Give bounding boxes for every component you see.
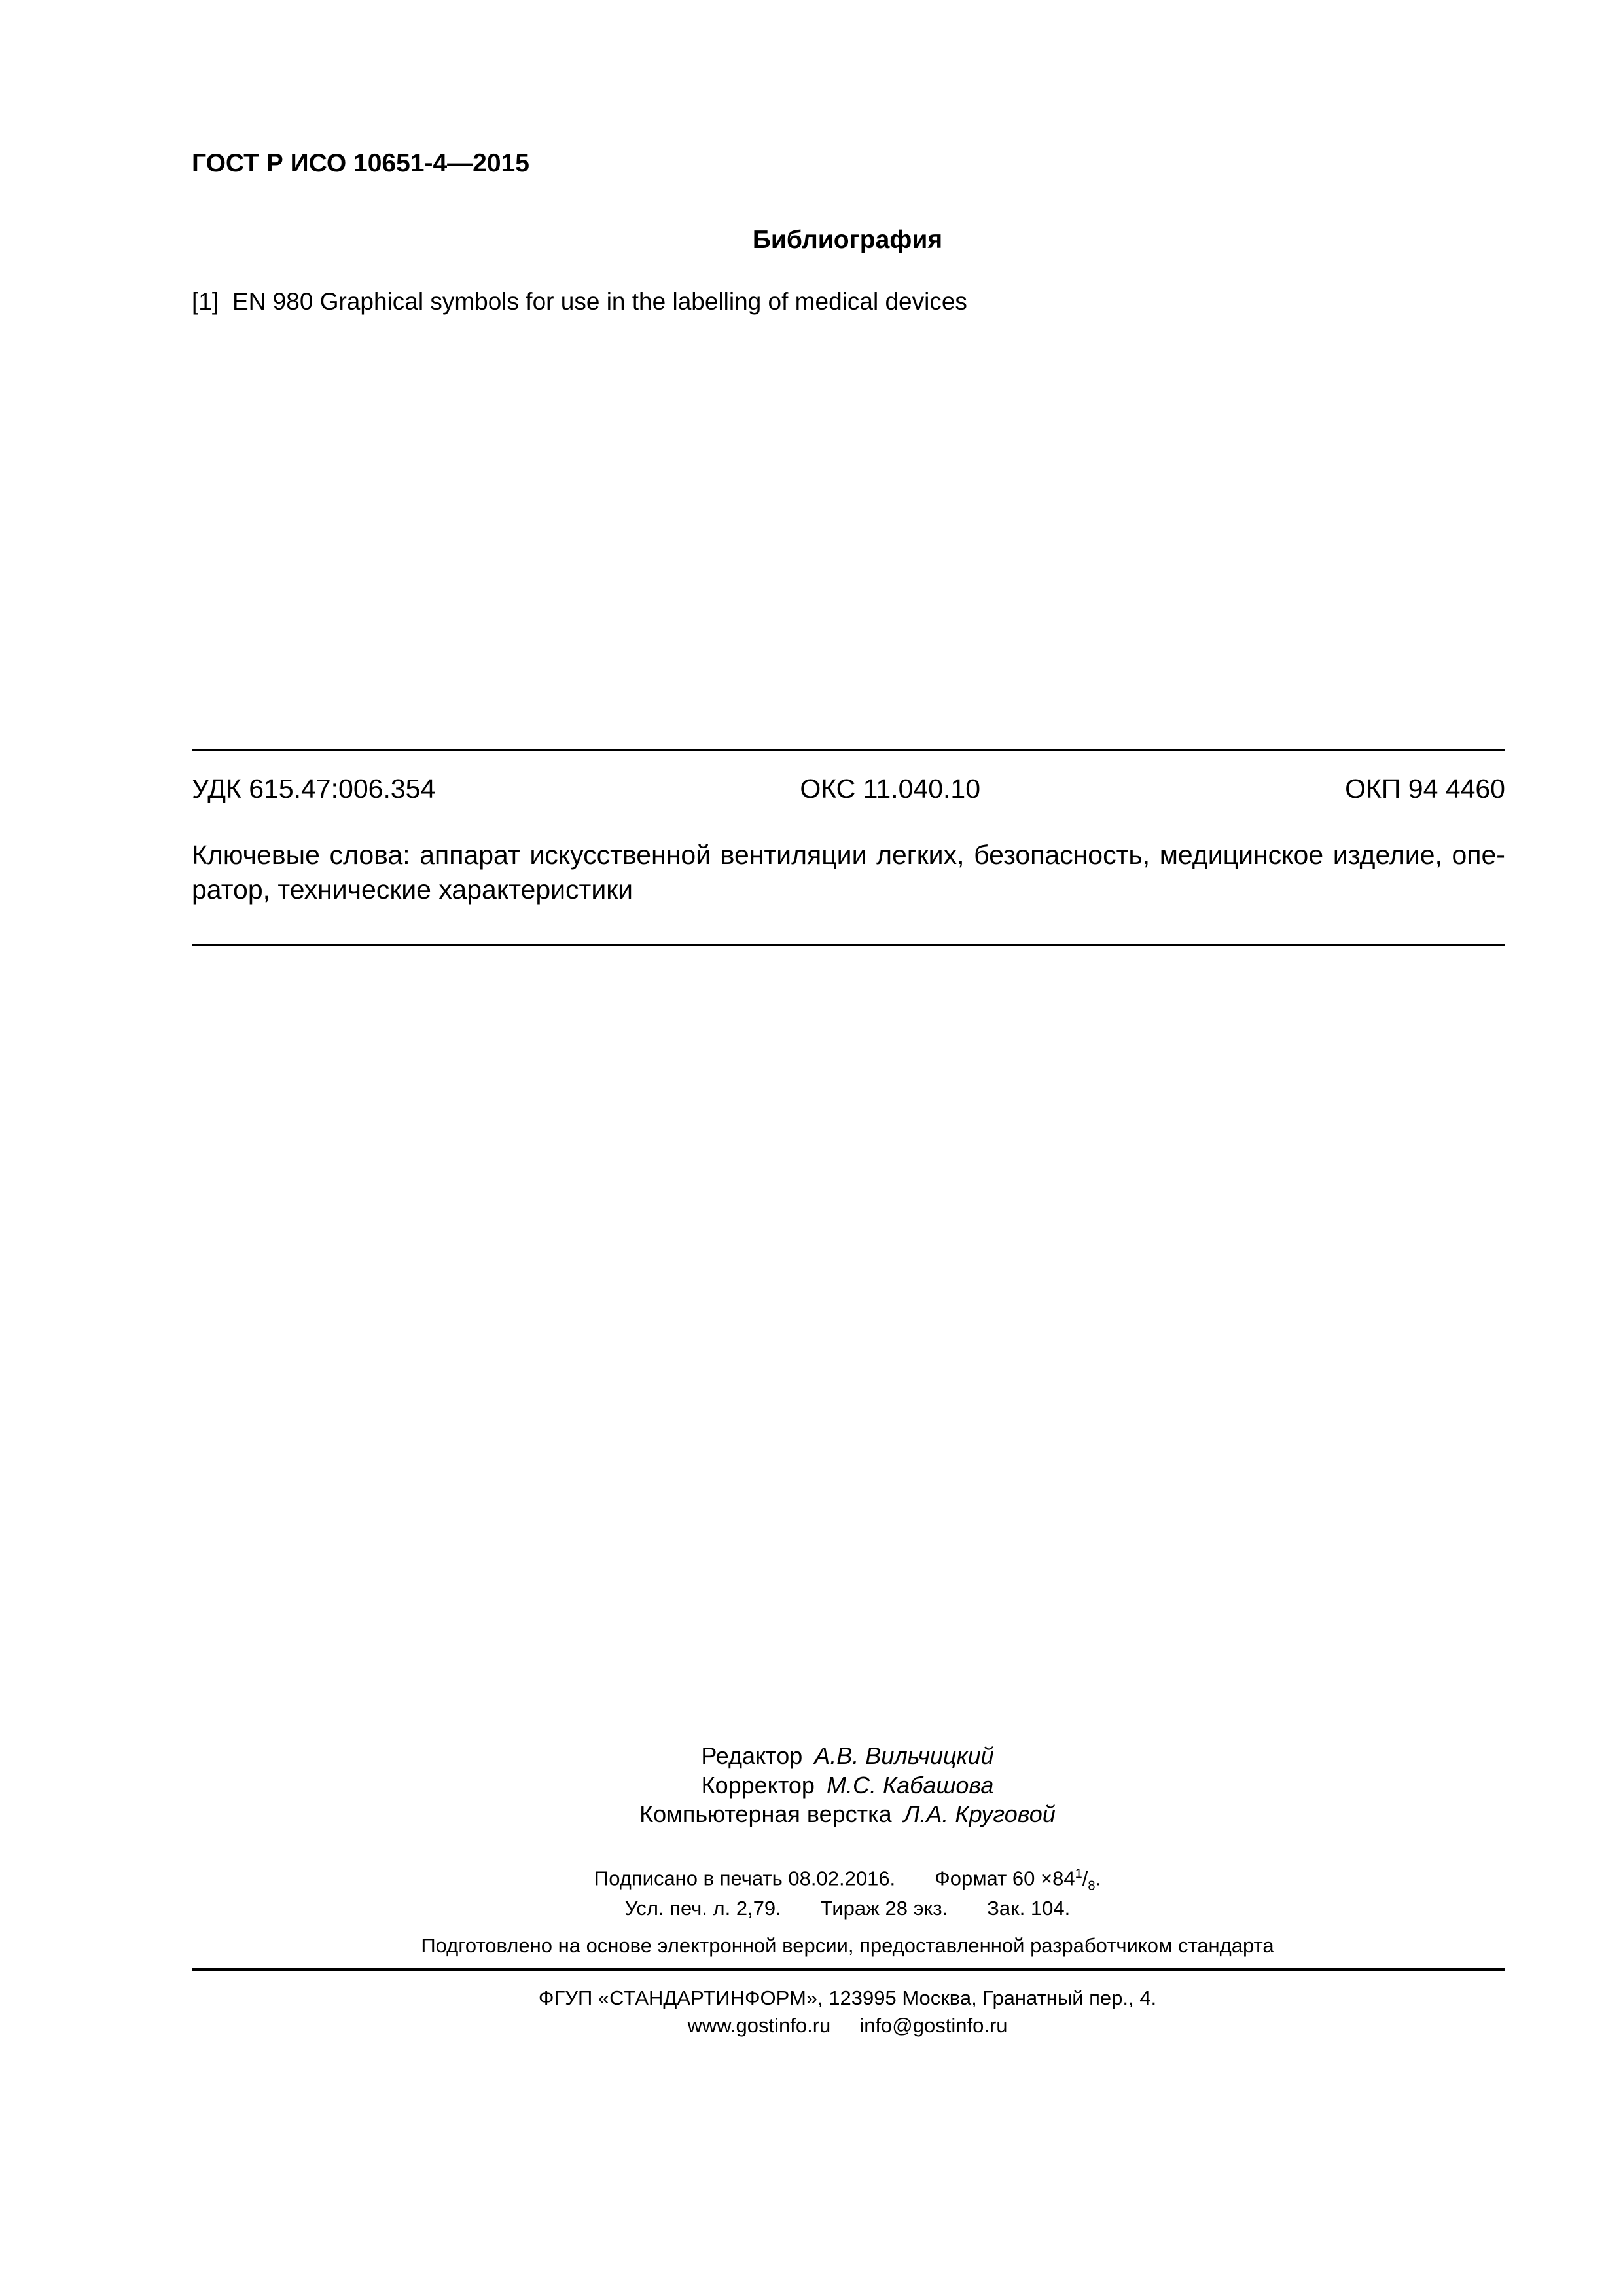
print-sheets: Усл. печ. л. 2,79. [624,1897,781,1920]
publisher-email[interactable]: info@gostinfo.ru [859,2014,1008,2037]
bibliography-title: Библиография [752,226,943,254]
bibliography-item-number: [1] [192,288,219,315]
format-suffix: . [1095,1867,1101,1890]
keywords-line-1 [192,840,1505,870]
format-denominator: 8 [1088,1878,1096,1893]
keyword-word: легких, [876,840,965,870]
corrector-role: Корректор [701,1772,815,1799]
corrector-name: М.С. Кабашова [826,1772,994,1799]
publisher-contacts [0,2014,1623,2037]
keywords-line-2: ратор, технические характеристики [192,874,633,905]
publisher-address: ФГУП «СТАНДАРТИНФОРМ», 123995 Москва, Гранатный пер., 4. [538,1986,1157,2009]
oks-code: ОКС 11.040.10 [800,774,981,804]
bottom-divider [192,944,1505,946]
keyword-word: изделие, [1332,840,1442,870]
keyword-word: опе- [1452,840,1505,870]
keyword-word: медицинское [1159,840,1324,870]
corrector-line [0,1772,1623,1799]
circulation: Тираж 28 экз. [820,1897,948,1920]
classification-row [192,774,1505,804]
order-number: Зак. 104. [987,1897,1071,1920]
keyword-word: вентиляции [720,840,867,870]
keyword-word: искусственной [529,840,711,870]
document-code: ГОСТ Р ИСО 10651-4—2015 [192,149,529,177]
signed-date: Подписано в печать 08.02.2016. [594,1867,896,1890]
okp-code: ОКП 94 4460 [1345,774,1505,804]
bibliography-item-text: EN 980 Graphical symbols for use in the labelling of medical devices [232,288,967,315]
print-info-line-2 [0,1897,1623,1920]
editor-name: А.В. Вильчицкий [814,1742,994,1769]
format-numerator: 1 [1075,1867,1082,1881]
layout-line [0,1801,1623,1828]
keyword-word: безопасность, [974,840,1150,870]
keyword-word: Ключевые [192,840,320,870]
publisher-divider [192,1968,1505,1971]
layout-role: Компьютерная верстка [639,1801,892,1827]
layout-name: Л.А. Круговой [903,1801,1056,1827]
keyword-word: аппарат [419,840,520,870]
udk-code: УДК 615.47:006.354 [192,774,436,804]
format-prefix: Формат 60 ×84 [935,1867,1075,1890]
editor-line [0,1742,1623,1770]
keyword-word: слова: [329,840,410,870]
top-divider [192,749,1505,751]
editor-role: Редактор [701,1742,803,1769]
bibliography-item [192,288,967,315]
prepared-note: Подготовлено на основе электронной версии, предоставленной разработчиком стандарта [421,1934,1274,1957]
print-info-line-1: Подписано в печать 08.02.2016. Формат $60 \times 84^1/_8$. [594,1867,1101,1893]
publisher-website[interactable]: www.gostinfo.ru [687,2014,831,2037]
